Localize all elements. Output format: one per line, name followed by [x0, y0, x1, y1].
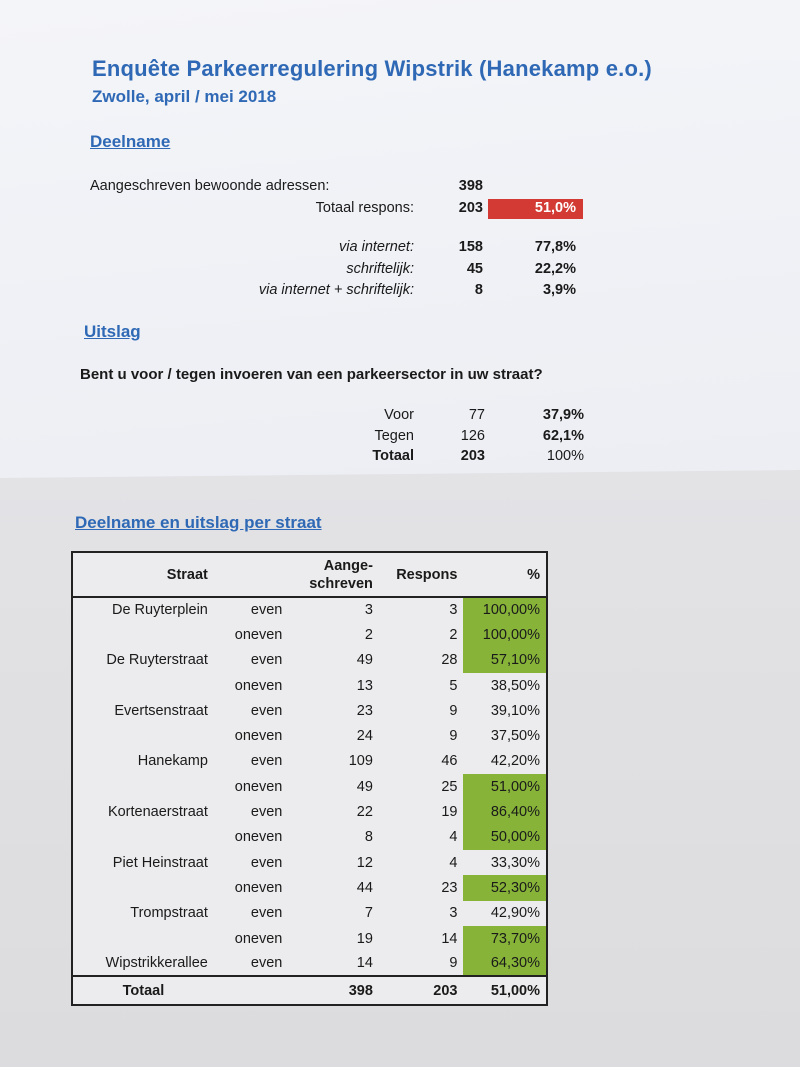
- totaal-respons-pct: 51,0%: [534, 200, 576, 216]
- cell-respons: 4: [449, 854, 458, 871]
- cell-pct: 64,30%: [463, 951, 547, 976]
- cell-pct: 73,70%: [463, 926, 547, 951]
- cell-side: oneven: [234, 829, 283, 846]
- breakdown-label-combined: via internet + schriftelijk:: [258, 282, 414, 298]
- table-row: [72, 673, 547, 698]
- cell-aangeschreven: 49: [356, 652, 373, 669]
- breakdown-value-internet: 158: [458, 239, 483, 255]
- cell-side: oneven: [234, 728, 283, 745]
- cell-side: oneven: [234, 778, 283, 795]
- result-label-tegen: Tegen: [374, 428, 414, 444]
- table-row: [72, 723, 547, 748]
- result-pct-voor: 37,9%: [542, 407, 584, 423]
- cell-respons: 9: [449, 728, 458, 745]
- breakdown-pct-schriftelijk: 22,2%: [534, 261, 576, 277]
- cell-respons: 23: [441, 879, 458, 896]
- uitslag-question: Bent u voor / tegen invoeren van een parkeersector in uw straat?: [80, 366, 543, 383]
- breakdown-value-combined: 8: [474, 282, 483, 298]
- breakdown-pct-combined: 3,9%: [542, 282, 576, 298]
- result-label-totaal: Totaal: [372, 448, 414, 464]
- cell-aangeschreven: 7: [364, 905, 373, 922]
- cell-aangeschreven: 14: [356, 955, 373, 972]
- cell-side: even: [250, 602, 283, 619]
- result-pct-totaal: 100%: [546, 448, 584, 464]
- cell-pct: 57,10%: [463, 648, 547, 673]
- total-side: [214, 976, 288, 1005]
- cell-side: oneven: [234, 879, 283, 896]
- cell-pct: 100,00%: [463, 622, 547, 647]
- cell-street: [72, 825, 214, 850]
- table-row: [72, 951, 547, 976]
- cell-pct: 38,50%: [490, 677, 540, 694]
- cell-pct: 39,10%: [490, 702, 540, 719]
- street-results-table: [71, 551, 548, 1006]
- cell-pct: 42,90%: [490, 905, 540, 922]
- aangeschreven-label: Aangeschreven bewoonde adressen:: [90, 178, 330, 194]
- cell-side: even: [250, 753, 283, 770]
- cell-respons: 3: [449, 602, 458, 619]
- table-row: [72, 774, 547, 799]
- result-value-tegen: 126: [460, 428, 485, 444]
- cell-respons: 14: [441, 930, 458, 947]
- table-row: [72, 875, 547, 900]
- cell-street: [72, 622, 214, 647]
- column-header-aangeschreven: Aange- schreven: [288, 552, 379, 597]
- cell-aangeschreven: 22: [356, 804, 373, 821]
- cell-respons: 19: [441, 804, 458, 821]
- column-header-side: [214, 552, 288, 597]
- aangeschreven-value: 398: [458, 178, 483, 194]
- cell-side: even: [250, 905, 283, 922]
- uitslag-heading: Uitslag: [84, 322, 141, 341]
- table-total-row: [72, 976, 547, 1005]
- cell-aangeschreven: 109: [348, 753, 373, 770]
- cell-street: Wipstrikkerallee: [105, 955, 208, 972]
- cell-aangeschreven: 2: [364, 626, 373, 643]
- breakdown-value-schriftelijk: 45: [466, 261, 483, 277]
- cell-street: Evertsenstraat: [114, 702, 208, 719]
- cell-street: Hanekamp: [137, 753, 208, 770]
- table-row: [72, 698, 547, 723]
- cell-side: oneven: [234, 677, 283, 694]
- table-row: [72, 799, 547, 824]
- cell-aangeschreven: 8: [364, 829, 373, 846]
- cell-street: Trompstraat: [130, 905, 208, 922]
- table-row: [72, 825, 547, 850]
- cell-pct: 86,40%: [463, 799, 547, 824]
- table-row: [72, 597, 547, 622]
- column-header-straat: Straat: [72, 552, 214, 597]
- cell-pct: 50,00%: [463, 825, 547, 850]
- cell-respons: 4: [449, 829, 458, 846]
- cell-pct: 42,20%: [490, 753, 540, 770]
- table-row: [72, 622, 547, 647]
- cell-pct: 51,00%: [463, 774, 547, 799]
- cell-respons: 25: [441, 778, 458, 795]
- cell-street: Kortenaerstraat: [107, 804, 208, 821]
- breakdown-pct-internet: 77,8%: [534, 239, 576, 255]
- cell-side: even: [250, 804, 283, 821]
- totaal-respons-value: 203: [458, 200, 483, 216]
- breakdown-label-schriftelijk: schriftelijk:: [346, 261, 414, 277]
- cell-street: De Ruyterstraat: [106, 652, 208, 669]
- table-header-row: [72, 552, 547, 597]
- total-label: Totaal: [72, 976, 214, 1005]
- cell-respons: 9: [449, 702, 458, 719]
- totaal-respons-label: Totaal respons:: [315, 200, 414, 216]
- table-row: [72, 926, 547, 951]
- table-row: [72, 850, 547, 875]
- cell-street: [72, 723, 214, 748]
- document-subtitle: Zwolle, april / mei 2018: [92, 87, 277, 106]
- cell-pct: 52,30%: [463, 875, 547, 900]
- result-label-voor: Voor: [384, 407, 414, 423]
- cell-side: even: [250, 652, 283, 669]
- table-row: [72, 749, 547, 774]
- result-pct-tegen: 62,1%: [542, 428, 584, 444]
- cell-side: oneven: [234, 930, 283, 947]
- deelname-heading: Deelname: [90, 132, 171, 151]
- cell-side: even: [250, 854, 283, 871]
- cell-aangeschreven: 19: [356, 930, 373, 947]
- cell-side: oneven: [234, 626, 283, 643]
- total-pct: 51,00%: [463, 976, 547, 1005]
- cell-aangeschreven: 44: [356, 879, 373, 896]
- cell-respons: 2: [449, 626, 458, 643]
- cell-respons: 5: [449, 677, 458, 694]
- table-row: [72, 901, 547, 926]
- cell-side: even: [250, 955, 283, 972]
- column-header-respons: Respons: [379, 552, 464, 597]
- cell-pct: 100,00%: [463, 597, 547, 622]
- column-header-pct: %: [463, 552, 547, 597]
- cell-aangeschreven: 23: [356, 702, 373, 719]
- cell-pct: 37,50%: [490, 728, 540, 745]
- cell-aangeschreven: 13: [356, 677, 373, 694]
- result-value-totaal: 203: [460, 448, 485, 464]
- document-title: Enquête Parkeerregulering Wipstrik (Hanekamp e.o.): [92, 56, 652, 81]
- cell-street: [72, 926, 214, 951]
- total-respons: 203: [379, 976, 464, 1005]
- per-straat-heading: Deelname en uitslag per straat: [75, 513, 322, 532]
- cell-aangeschreven: 3: [364, 602, 373, 619]
- cell-street: De Ruyterplein: [111, 602, 208, 619]
- result-value-voor: 77: [468, 407, 485, 423]
- cell-street: [72, 774, 214, 799]
- cell-respons: 9: [449, 955, 458, 972]
- cell-respons: 3: [449, 905, 458, 922]
- table-row: [72, 648, 547, 673]
- cell-side: even: [250, 702, 283, 719]
- cell-respons: 46: [441, 753, 458, 770]
- cell-aangeschreven: 49: [356, 778, 373, 795]
- cell-respons: 28: [441, 652, 458, 669]
- cell-aangeschreven: 12: [356, 854, 373, 871]
- total-aangeschreven: 398: [288, 976, 379, 1005]
- cell-street: Piet Heinstraat: [112, 854, 208, 871]
- cell-street: [72, 875, 214, 900]
- cell-aangeschreven: 24: [356, 728, 373, 745]
- cell-pct: 33,30%: [490, 854, 540, 871]
- breakdown-label-internet: via internet:: [339, 239, 414, 255]
- cell-street: [72, 673, 214, 698]
